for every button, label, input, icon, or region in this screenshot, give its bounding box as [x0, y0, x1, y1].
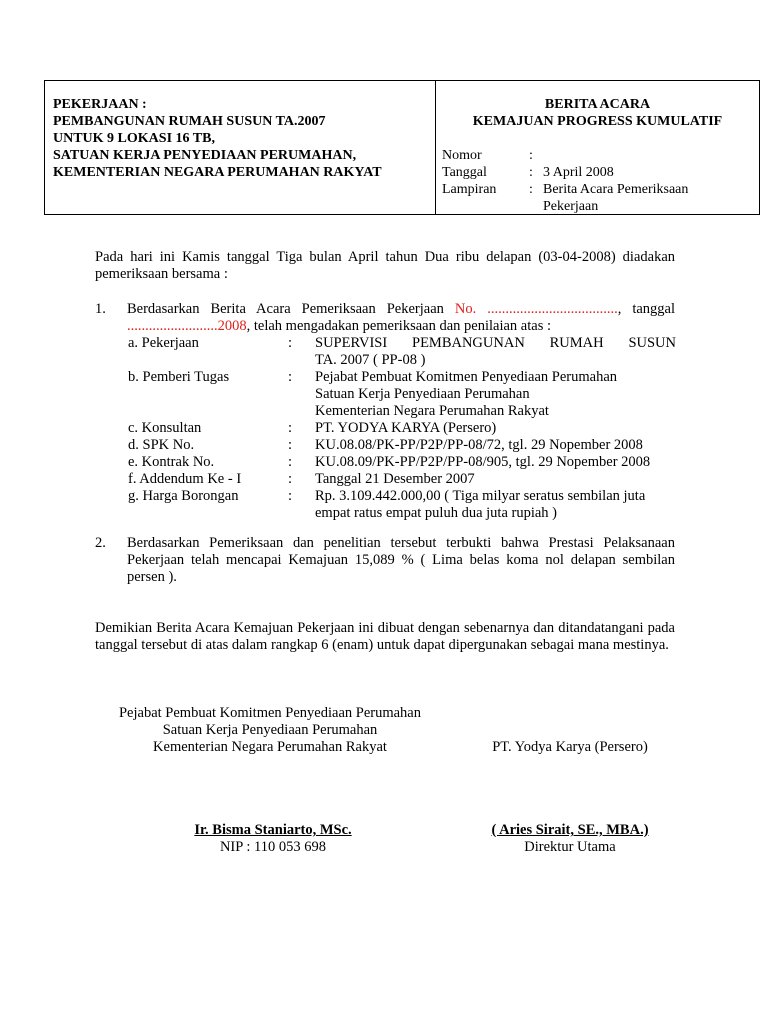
- signature-left-org: [95, 705, 445, 756]
- detail-row: [128, 437, 676, 454]
- detail-row: [128, 471, 676, 488]
- signature-right-org: PT. Yodya Karya (Persero): [492, 739, 648, 755]
- detail-row: [128, 335, 676, 369]
- detail-label: e. Kontrak No.: [128, 454, 215, 470]
- detail-colon: :: [288, 488, 293, 504]
- meta-tanggal: [442, 164, 759, 181]
- meta-value: [543, 147, 759, 164]
- meta-value-line: Berita Acara Pemeriksaan: [543, 182, 689, 197]
- org-line: Satuan Kerja Penyediaan Perumahan: [162, 722, 378, 738]
- detail-colon: :: [288, 454, 293, 470]
- item-1-text-part: , telah mengadakan pemeriksaan dan penilaian atas :: [246, 318, 551, 334]
- meta-label: Tanggal: [442, 165, 487, 180]
- header-box: [44, 80, 760, 215]
- document-title-block: [436, 81, 759, 214]
- item-1: [95, 301, 675, 335]
- detail-value: [315, 369, 676, 420]
- detail-label: c. Konsultan: [128, 420, 202, 436]
- detail-value: Tanggal 21 Desember 2007: [315, 471, 475, 487]
- item-number: 1.: [95, 301, 106, 317]
- detail-value-line: Kementerian Negara Perumahan Rakyat: [315, 403, 549, 419]
- meta-lampiran: [442, 181, 759, 215]
- signatory-nip: NIP : 110 053 698: [219, 839, 327, 855]
- org-line: Kementerian Negara Perumahan Rakyat: [153, 739, 387, 755]
- job-line: KEMENTERIAN NEGARA PERUMAHAN RAKYAT: [53, 165, 382, 180]
- detail-value: KU.08.08/PK-PP/P2P/PP-08/72, tgl. 29 Nopember 2008: [315, 437, 643, 453]
- signature-right-block: [440, 822, 700, 856]
- detail-value-line: SUPERVISI PEMBANGUNAN RUMAH SUSUN: [315, 335, 676, 351]
- detail-value-line: Satuan Kerja Penyediaan Perumahan: [315, 386, 530, 402]
- meta-value: 3 April 2008: [543, 165, 614, 180]
- intro-paragraph: Pada hari ini Kamis tanggal Tiga bulan April tahun Dua ribu delapan (03-04-2008) diadakan pemeriksaan bersama :: [95, 249, 675, 282]
- detail-colon: :: [288, 471, 293, 487]
- item-number: 2.: [95, 535, 106, 551]
- detail-label: a. Pekerjaan: [128, 335, 199, 351]
- item-1-blank-number: No. ....................................: [454, 301, 618, 317]
- detail-label: g. Harga Borongan: [128, 488, 239, 504]
- meta-nomor: [442, 147, 759, 164]
- meta-label: Lampiran: [442, 182, 497, 197]
- document-subtitle: KEMAJUAN PROGRESS KUMULATIF: [472, 114, 723, 129]
- signatory-name: Ir. Bisma Staniarto, MSc.: [194, 822, 352, 838]
- detail-row: [128, 454, 676, 471]
- item-1-text-part: Berdasarkan Berita Acara Pemeriksaan Pekerjaan: [127, 301, 455, 317]
- signatory-title: Direktur Utama: [524, 839, 616, 855]
- meta-value: [543, 181, 759, 215]
- job-line: PEMBANGUNAN RUMAH SUSUN TA.2007: [53, 114, 326, 129]
- meta-label: Nomor: [442, 148, 482, 163]
- detail-colon: :: [288, 335, 293, 351]
- org-line: Pejabat Pembuat Komitmen Penyediaan Perumahan: [118, 705, 421, 721]
- document-title: BERITA ACARA: [544, 97, 651, 112]
- detail-value-line: Rp. 3.109.442.000,00 ( Tiga milyar seratus sembilan juta: [315, 488, 646, 504]
- item-1-text: [127, 301, 675, 335]
- signatory-name: ( Aries Sirait, SE., MBA.): [491, 822, 649, 838]
- detail-label: d. SPK No.: [128, 437, 195, 453]
- item-2-text: Berdasarkan Pemeriksaan dan penelitian tersebut terbukti bahwa Prestasi Pelaksanaan Pekerjaan telah mencapai Kemajuan 15,089 % ( Lima belas koma nol delapan sembilan persen ).: [127, 535, 675, 585]
- job-line: PEKERJAAN :: [53, 97, 147, 112]
- detail-label: f. Addendum Ke - I: [128, 471, 242, 487]
- closing-paragraph: Demikian Berita Acara Kemajuan Pekerjaan ini dibuat dengan sebenarnya dan ditandatangani pada tanggal tersebut di atas dalam rangkap 6 (enam) untuk dapat dipergunakan sebagai mana mestinya.: [95, 620, 675, 653]
- detail-value: [315, 335, 676, 369]
- detail-value-line: TA. 2007 ( PP-08 ): [315, 352, 426, 368]
- item-1-blank-date: .........................2008: [127, 318, 247, 334]
- meta-colon: :: [529, 148, 533, 163]
- detail-colon: :: [288, 420, 293, 436]
- detail-colon: :: [288, 437, 293, 453]
- document-meta: [442, 147, 759, 215]
- job-line: UNTUK 9 LOKASI 16 TB,: [53, 131, 215, 146]
- detail-value: PT. YODYA KARYA (Persero): [315, 420, 497, 436]
- detail-value-line: empat ratus empat puluh dua juta rupiah ): [315, 505, 557, 521]
- item-1-text-part: , tanggal: [617, 301, 676, 317]
- meta-colon: :: [529, 165, 533, 180]
- meta-colon: :: [529, 182, 533, 197]
- detail-row: [128, 488, 676, 522]
- item-2: [95, 535, 675, 586]
- job-description: [45, 81, 436, 214]
- detail-value: KU.08.09/PK-PP/P2P/PP-08/905, tgl. 29 Nopember 2008: [315, 454, 651, 470]
- detail-value-line: Pejabat Pembuat Komitmen Penyediaan Perumahan: [315, 369, 618, 385]
- detail-row: [128, 420, 676, 437]
- detail-row: [128, 369, 676, 420]
- detail-label: b. Pemberi Tugas: [128, 369, 230, 385]
- detail-value: [315, 488, 676, 522]
- signature-left-block: [133, 822, 413, 856]
- detail-list: [128, 335, 676, 522]
- detail-colon: :: [288, 369, 293, 385]
- job-line: SATUAN KERJA PENYEDIAAN PERUMAHAN,: [53, 148, 357, 163]
- meta-value-line: Pekerjaan: [543, 199, 599, 214]
